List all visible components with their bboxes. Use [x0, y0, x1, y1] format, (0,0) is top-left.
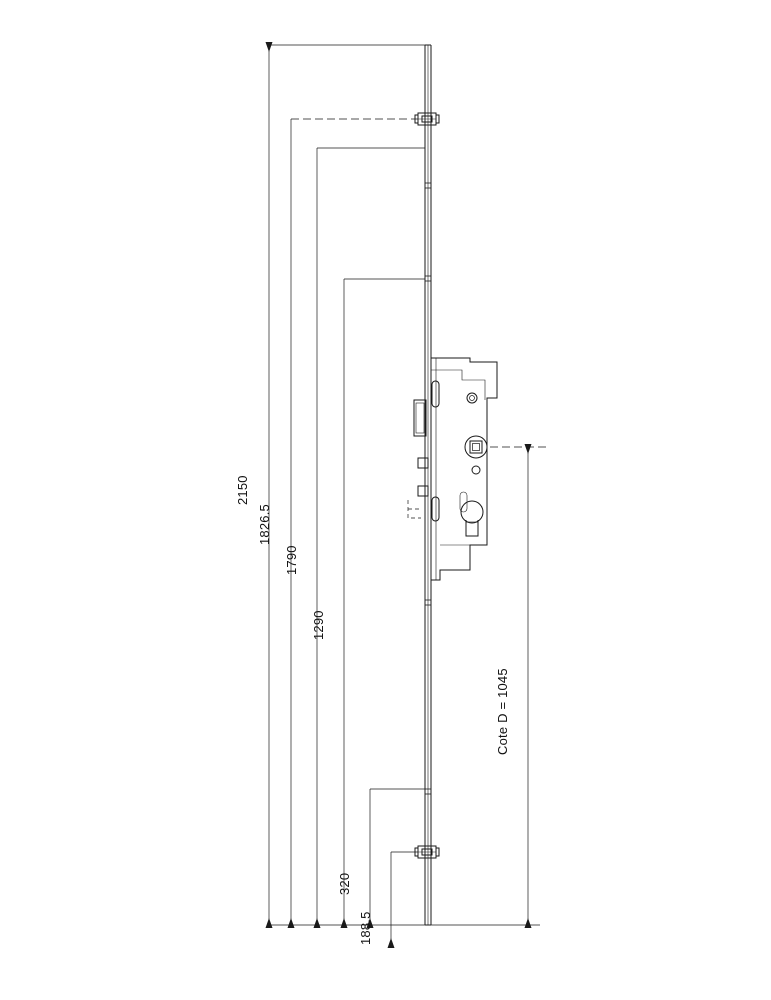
dimension-lines — [269, 45, 548, 945]
lock-case-body — [431, 358, 497, 580]
dimension-label-320: 320 — [337, 872, 352, 895]
spindle-hole — [465, 436, 487, 458]
latch-slot — [432, 381, 439, 407]
forend-details — [414, 400, 428, 496]
dimension-label-1790: 1790 — [284, 545, 299, 575]
dimension-label-2150: 2150 — [235, 475, 250, 505]
euro-cylinder-profile — [461, 501, 483, 536]
upper-keep — [415, 113, 439, 125]
dimension-label-cote-d: Cote D = 1045 — [495, 668, 510, 755]
dimension-label-188-5: 188.5 — [358, 911, 373, 945]
lower-keep — [415, 846, 439, 858]
faceplate-strip — [425, 45, 431, 925]
dimension-label-1826-5: 1826.5 — [257, 504, 272, 545]
upper-fixing-hole — [467, 393, 477, 403]
dimension-arrowheads — [266, 42, 532, 948]
hidden-detail — [408, 500, 421, 518]
fixing-hole — [472, 466, 480, 474]
dimension-label-1290: 1290 — [311, 610, 326, 640]
